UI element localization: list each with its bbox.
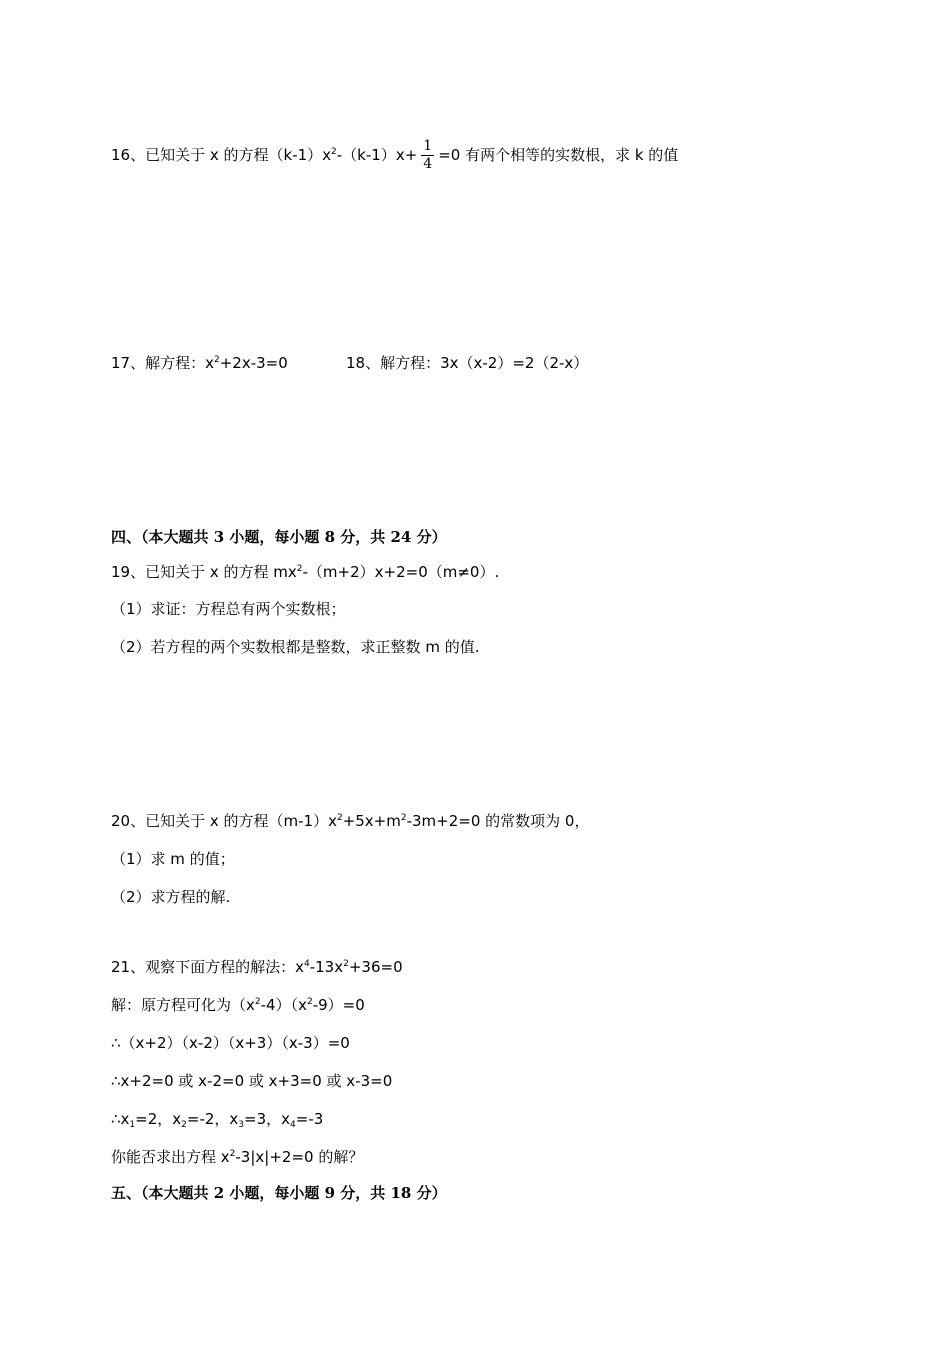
section-5-heading: 五、（本大题共 2 小题，每小题 9 分，共 18 分） [111,1184,447,1202]
solution-text: =-3 [295,1110,324,1128]
question-20 [111,811,589,831]
exponent: 2 [400,813,407,823]
solution-text: -9）=0 [312,996,365,1014]
question-text: -3|x|+2=0 的解？ [235,1148,364,1166]
question-text: 观察下面方程的解法：x [145,958,304,976]
question-text: 解方程：x [145,354,214,372]
solution-text: =3，x [244,1110,291,1128]
section-4-heading: 四、（本大题共 3 小题，每小题 8 分，共 24 分） [111,528,447,546]
subscript: 4 [290,1120,296,1130]
question-text: -3m+2=0 的常数项为 0， [406,812,590,830]
solution-text: =-2，x [186,1110,239,1128]
question-20-part-1: （1）求 m 的值； [111,850,235,868]
question-number: 18、 [346,354,381,372]
solution-line-4 [111,1109,323,1129]
question-number: 17、 [111,354,146,372]
question-text: 已知关于 x 的方程（k-1）x [145,146,332,164]
question-21 [111,957,403,977]
question-20-part-2: （2）求方程的解. [111,888,231,906]
solution-text: ∴x [111,1110,130,1128]
question-text: +2x-3=0 [219,354,288,372]
question-text: +5x+m [342,812,401,830]
question-number: 21、 [111,958,146,976]
question-16 [111,138,678,173]
exponent: 2 [254,997,261,1007]
exponent: 4 [303,959,310,969]
question-19 [111,562,499,582]
question-text: 你能否求出方程 x [111,1148,230,1166]
question-text: 已知关于 x 的方程 mx [145,563,297,581]
question-text: -13x [309,958,344,976]
solution-text: =2，x [135,1110,182,1128]
solution-line-3: ∴x+2=0 或 x-2=0 或 x+3=0 或 x-3=0 [111,1072,393,1090]
solution-line-1 [111,995,365,1015]
solution-text: 解：原方程可化为（x [111,996,255,1014]
question-19-part-1: （1）求证：方程总有两个实数根； [111,600,346,618]
exponent: 2 [213,355,220,365]
fraction-numerator: 1 [423,138,433,154]
fraction [421,138,434,173]
question-text: -（k-1）x+ [336,146,418,164]
subscript: 2 [181,1120,187,1130]
question-text: =0 有两个相等的实数根，求 k 的值 [438,146,679,164]
question-number: 19、 [111,563,146,581]
question-18 [346,353,588,373]
fraction-denominator: 4 [423,156,433,172]
subscript: 3 [238,1120,245,1130]
subscript: 1 [129,1120,136,1130]
question-17 [111,353,288,373]
solution-text: -4）（x [260,996,307,1014]
question-text: 已知关于 x 的方程（m-1）x [145,812,337,830]
question-19-part-2: （2）若方程的两个实数根都是整数，求正整数 m 的值. [111,638,480,656]
solution-line-2: ∴（x+2）（x-2）（x+3）（x-3）=0 [111,1034,350,1052]
exponent: 2 [336,813,343,823]
question-number: 20、 [111,812,146,830]
question-21-ask [111,1147,363,1167]
exponent: 2 [343,959,349,969]
question-number: 16、 [111,146,146,164]
exponent: 2 [296,564,303,574]
exponent: 2 [331,147,337,157]
question-text: +36=0 [348,958,403,976]
exponent: 2 [229,1149,236,1159]
exponent: 2 [306,997,313,1007]
question-text: 解方程：3x（x-2）=2（2-x） [380,354,589,372]
question-text: -（m+2）x+2=0（m≠0）. [302,563,500,581]
